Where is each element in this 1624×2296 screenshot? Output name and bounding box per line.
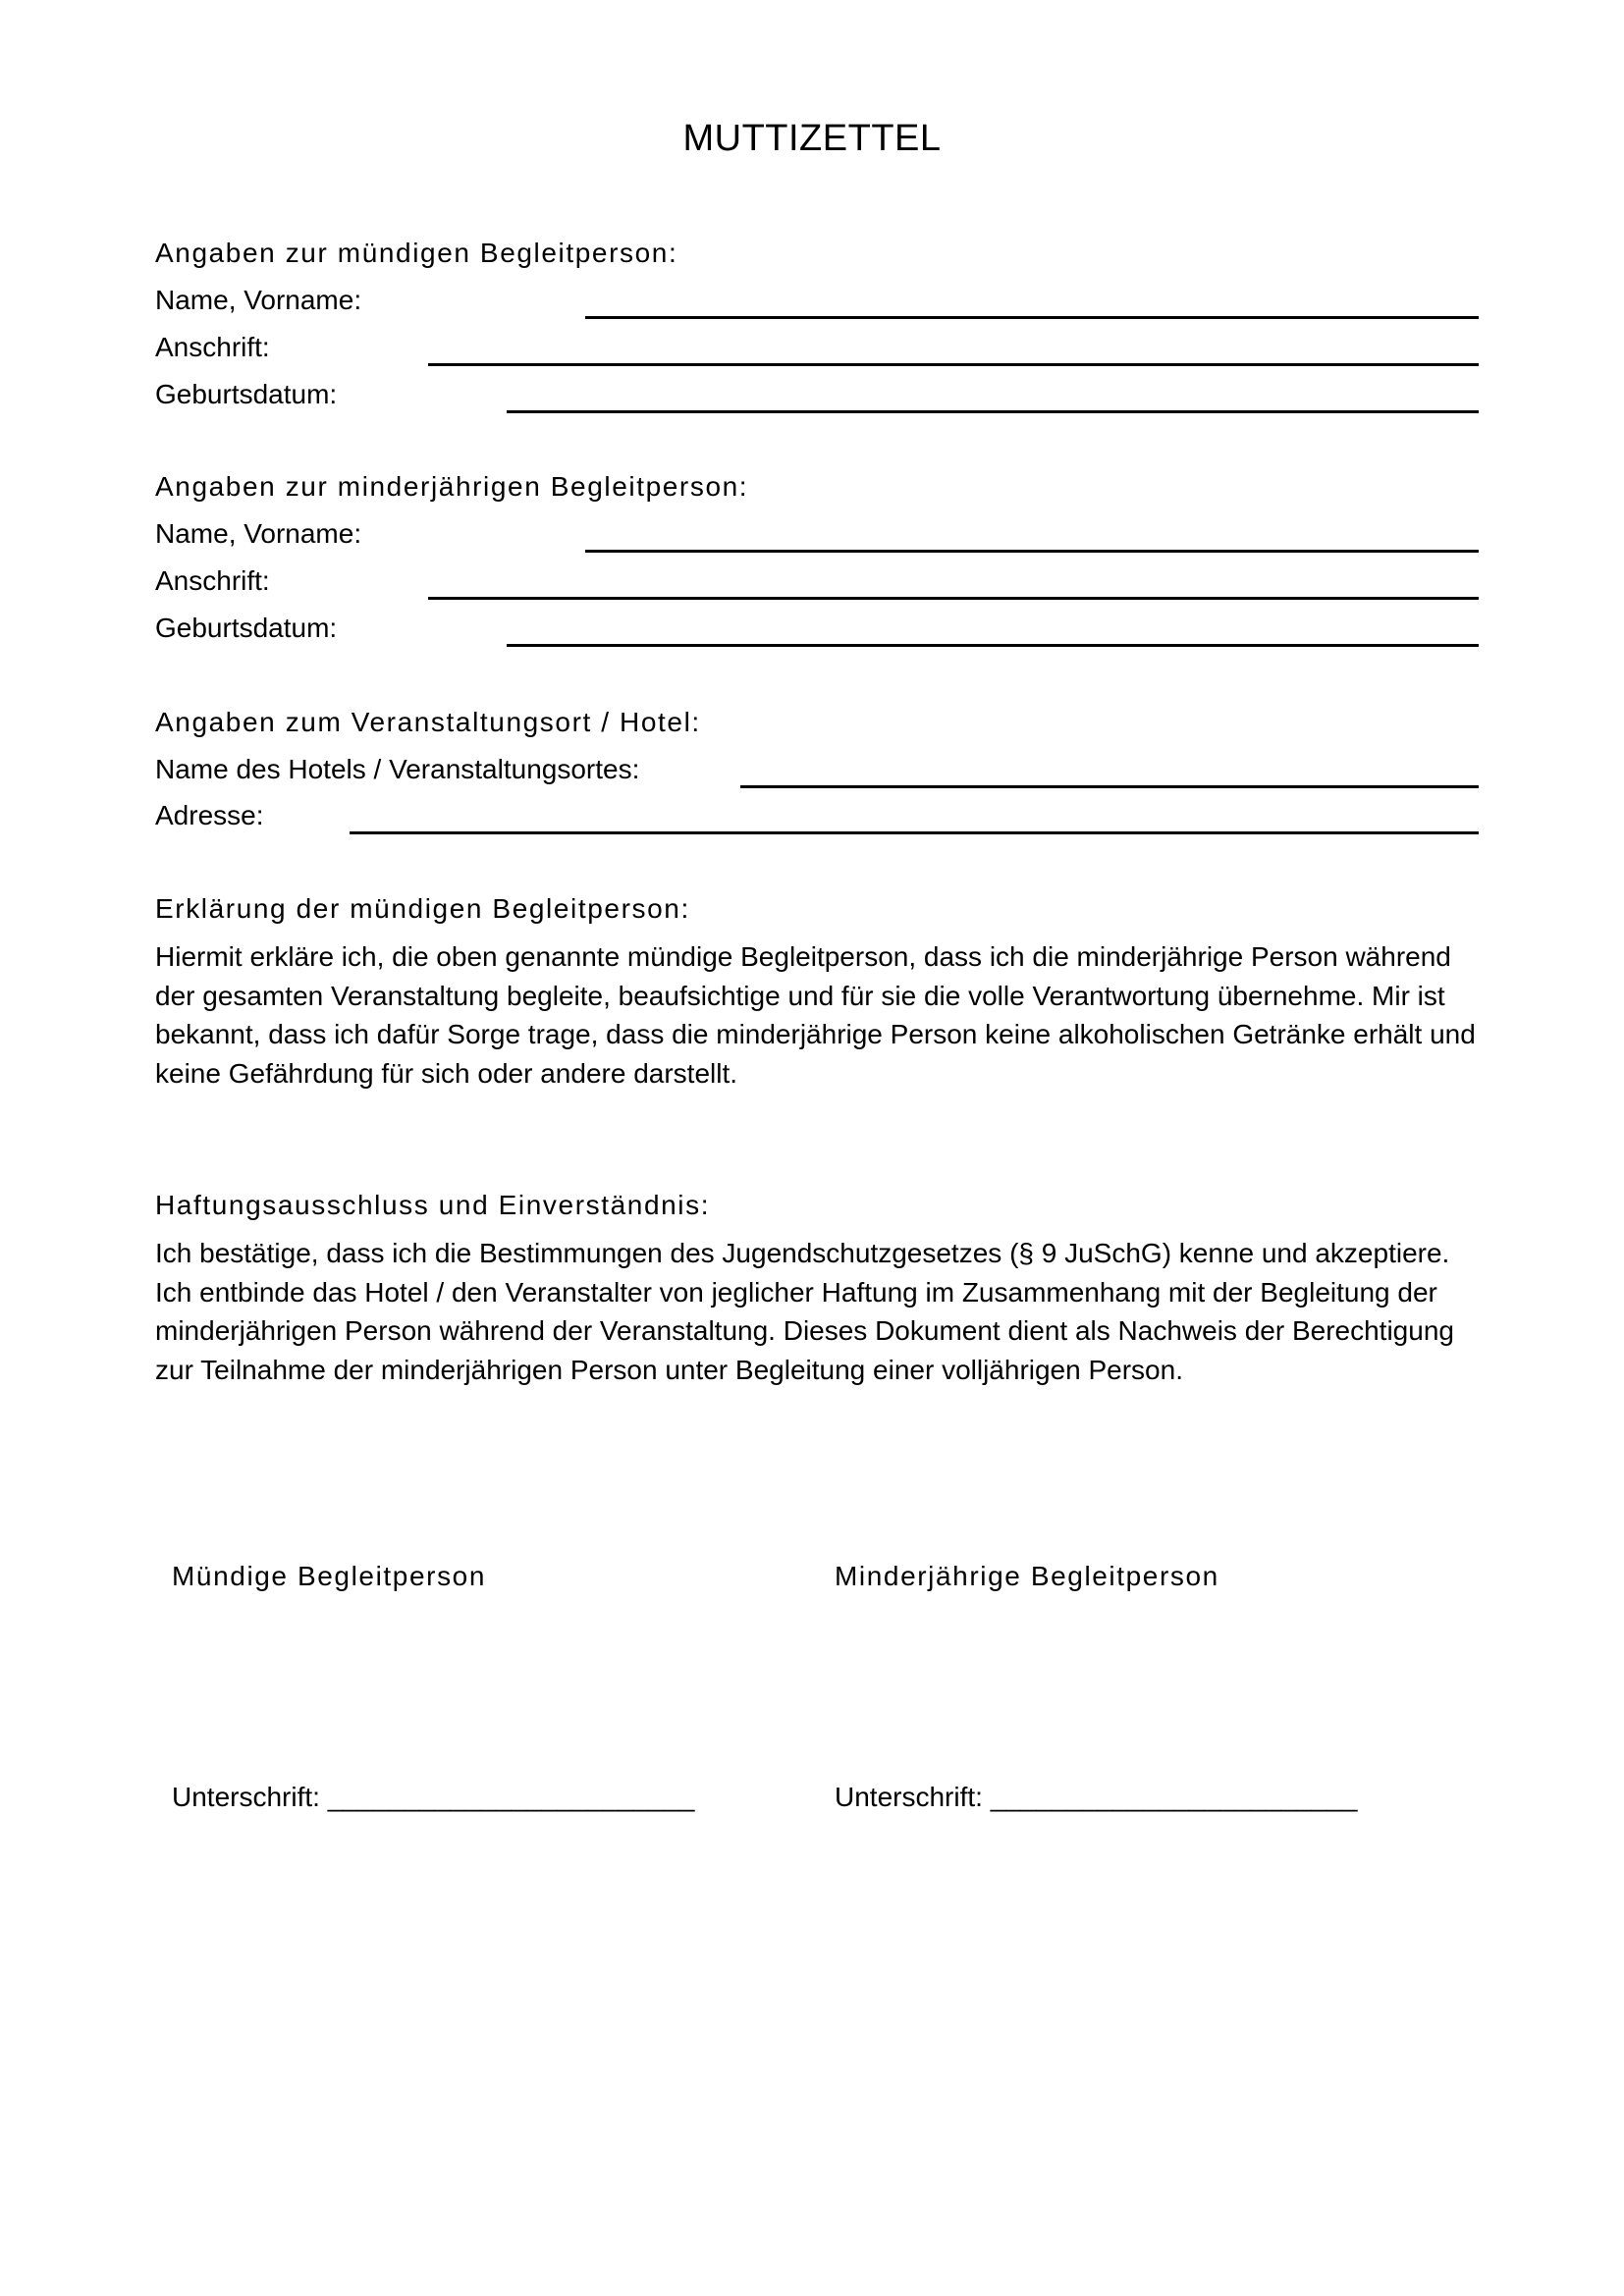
- venue-address-label: Adresse:: [155, 800, 264, 830]
- adult-signature-field[interactable]: Unterschrift: ________________________: [172, 1782, 695, 1812]
- minor-signature-field[interactable]: Unterschrift: ________________________: [835, 1782, 1358, 1812]
- adult-section-heading: Angaben zur mündigen Begleitperson:: [155, 238, 678, 268]
- adult-birthdate-label: Geburtsdatum:: [155, 379, 338, 409]
- minor-birthdate-field[interactable]: [507, 644, 1479, 647]
- declaration-text: [155, 937, 1490, 1093]
- minor-name-field[interactable]: [585, 550, 1479, 553]
- liability-line: Ich entbinde das Hotel / den Veranstalter von jeglicher Haftung im Zusammenhang mit der Begleitung der: [155, 1276, 1437, 1308]
- declaration-heading: Erklärung der mündigen Begleitperson:: [155, 893, 690, 924]
- declaration-line: bekannt, dass ich dafür Sorge trage, dass die minderjährige Person keine alkoholischen Getränke erhält und: [155, 1019, 1476, 1049]
- document-title: MUTTIZETTEL: [682, 118, 942, 159]
- venue-address-field[interactable]: [350, 831, 1479, 834]
- venue-name-field[interactable]: [740, 785, 1479, 788]
- adult-name-field[interactable]: [585, 316, 1479, 319]
- adult-address-field[interactable]: [428, 363, 1479, 366]
- declaration-line: keine Gefährdung für sich oder andere darstellt.: [155, 1057, 738, 1089]
- minor-address-label: Anschrift:: [155, 565, 270, 596]
- liability-text: [155, 1234, 1490, 1389]
- liability-heading: Haftungsausschluss und Einverständnis:: [155, 1190, 711, 1220]
- liability-line: Ich bestätige, dass ich die Bestimmungen des Jugendschutzgesetzes (§ 9 JuSchG) kenne und akzeptiere.: [155, 1238, 1450, 1268]
- minor-signature-heading: Minderjährige Begleitperson: [835, 1561, 1219, 1591]
- liability-line: minderjährigen Person während der Veranstaltung. Dieses Dokument dient als Nachweis der Berechtigung: [155, 1315, 1454, 1346]
- minor-address-field[interactable]: [428, 597, 1479, 600]
- minor-birthdate-label: Geburtsdatum:: [155, 613, 338, 643]
- minor-section-heading: Angaben zur minderjährigen Begleitperson:: [155, 471, 749, 502]
- venue-name-label: Name des Hotels / Veranstaltungsortes:: [155, 754, 640, 784]
- liability-line: zur Teilnahme der minderjährigen Person unter Begleitung einer volljährigen Person.: [155, 1354, 1183, 1385]
- adult-address-label: Anschrift:: [155, 332, 270, 362]
- minor-name-label: Name, Vorname:: [155, 518, 362, 549]
- venue-section-heading: Angaben zum Veranstaltungsort / Hotel:: [155, 707, 701, 737]
- adult-name-label: Name, Vorname:: [155, 285, 362, 315]
- adult-birthdate-field[interactable]: [507, 410, 1479, 413]
- declaration-line: Hiermit erkläre ich, die oben genannte mündige Begleitperson, dass ich die minderjährige Person während: [155, 941, 1451, 972]
- adult-signature-heading: Mündige Begleitperson: [172, 1561, 487, 1591]
- declaration-line: der gesamten Veranstaltung begleite, beaufsichtige und für sie die volle Verantwortung übernehme. Mir ist: [155, 980, 1445, 1011]
